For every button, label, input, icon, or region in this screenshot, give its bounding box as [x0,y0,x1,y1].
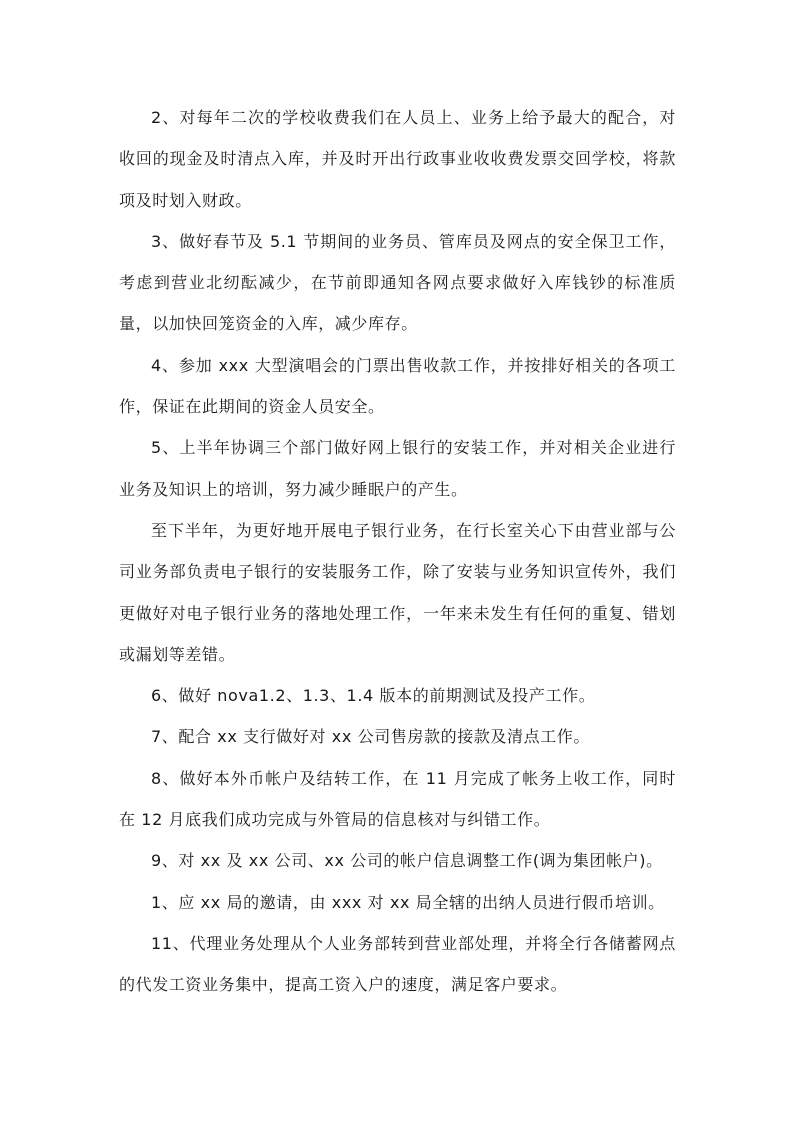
paragraph-item-9: 9、对 xx 及 xx 公司、xx 公司的帐户信息调整工作(调为集团帐户)。 [151,851,663,871]
paragraph-item-4: 4、参加 xxx 大型演唱会的门票出售收款工作，并按排好相关的各项工作，保证在此期间的资金人员安全。 [119,355,676,417]
paragraph-item-6: 6、做好 nova1.2、1.3、1.4 版本的前期测试及投产工作。 [151,686,596,706]
paragraph-second-half: 至下半年，为更好地开展电子银行业务，在行长室关心下由营业部与公司业务部负责电子银行的安装服务工作，除了安装与业务知识宣传外，我们更做好对电子银行业务的落地处理工作，一年来未发生有任何的重复、错划或漏划等差错。 [119,520,676,664]
paragraph-item-10: 1、应 xx 局的邀请，由 xxx 对 xx 局全辖的出纳人员进行假币培训。 [151,892,665,912]
paragraph-item-7: 7、配合 xx 支行做好对 xx 公司售房款的接款及清点工作。 [151,727,590,747]
document-body [119,97,676,1006]
paragraph-item-8: 8、做好本外币帐户及结转工作，在 11 月完成了帐务上收工作，同时在 12 月底我们成功完成与外管局的信息核对与纠错工作。 [119,768,676,830]
paragraph-item-2: 2、对每年二次的学校收费我们在人员上、业务上给予最大的配合，对收回的现金及时清点入库，并及时开出行政事业收收费发票交回学校，将款项及时划入财政。 [119,108,676,210]
paragraph-item-5: 5、上半年协调三个部门做好网上银行的安装工作，并对相关企业进行业务及知识上的培训，努力减少睡眠户的产生。 [119,438,676,499]
paragraph-item-3: 3、做好春节及 5.1 节期间的业务员、管库员及网点的安全保卫工作，考虑到营业北纫酝减少，在节前即通知各网点要求做好入库钱钞的标准质量，以加快回笼资金的入库，减少库存。 [119,231,676,334]
paragraph-item-11: 11、代理业务处理从个人业务部转到营业部处理，并将全行各储蓄网点的代发工资业务集中，提高工资入户的速度，满足客户要求。 [119,933,676,995]
